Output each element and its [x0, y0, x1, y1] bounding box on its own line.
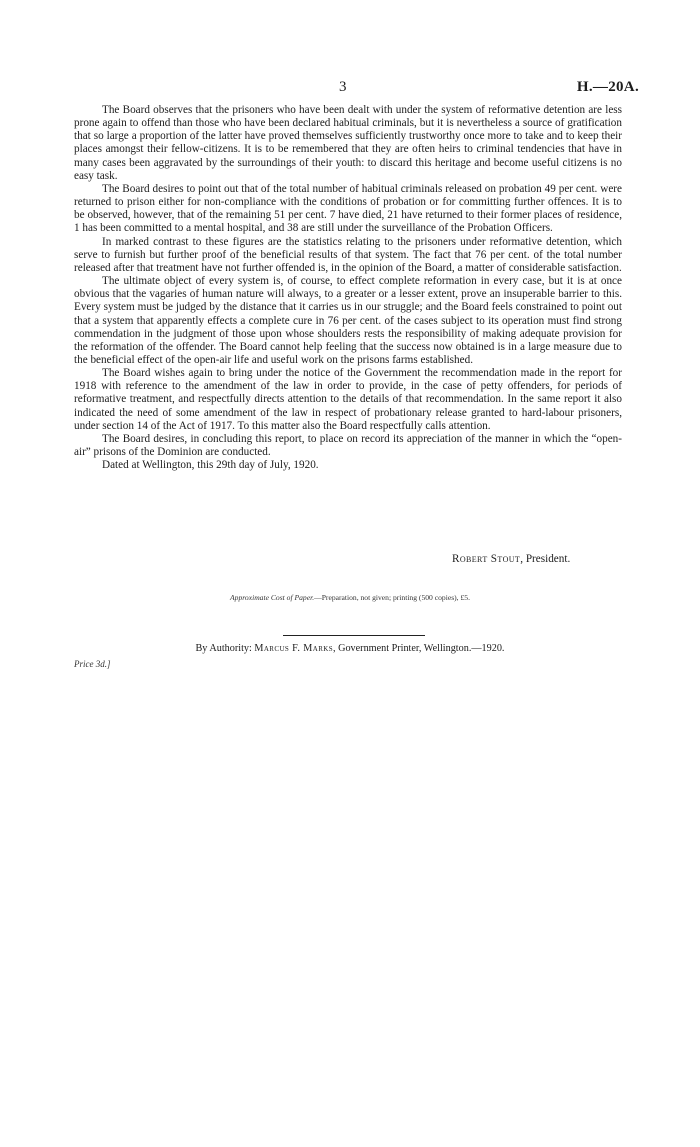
cost-note-text: —Preparation, not given; printing (500 copies), £5.: [314, 593, 470, 602]
cost-of-paper-note: [0, 593, 700, 602]
paragraph: The ultimate object of every system is, of course, to effect complete reformation in every case, but it is at once obvious that the vagaries of human nature will always, to a greater or a lesser extent, prove an insuperable barrier to this. Every system must be judged by the distance that it carries us in our struggle; and the Board feels constrained to point out that a system that apparently effects a complete cure in 76 per cent. of the cases subject to its operation must find strong commendation in the judgment of those upon whose shoulders rests the responsibility of making adequate provision for the reformation of the offender. The Board cannot help feeling that the success now obtained is in a large measure due to the beneficial effect of the open-air life and useful work on the prisons farms established.: [74, 275, 622, 366]
paragraph: The Board desires to point out that of the total number of habitual criminals released on probation 49 per cent. were returned to prison either for non-compliance with the conditions of probation or for committing further offences. It is to be observed, however, that of the remaining 51 per cent. 7 have died, 21 have returned to their former places of residence, 1 has been committed to a mental hospital, and 38 are still under the surveillance of the Probation Officers.: [74, 182, 622, 235]
divider-rule: [283, 635, 425, 636]
paragraph: The Board desires, in concluding this report, to place on record its appreciation of the manner in which the “open-air” prisons of the Dominion are conducted.: [74, 432, 622, 459]
paragraph: The Board wishes again to bring under the notice of the Government the recommendation made in the report for 1918 with reference to the amendment of the law in order to provide, in the case of petty offenders, for periods of reformative treatment, and respectfully directs attention to the details of that recommendation. In the same report it also indicated the need of some amendment of the law in respect of probationary release granted to hard-labour prisoners, under section 14 of the Act of 1917. To this matter also the Board respectfully calls attention.: [74, 367, 622, 432]
page-header: [0, 79, 700, 99]
signature: [452, 553, 570, 565]
printer-name: Marcus F. Marks: [254, 643, 334, 654]
signatory-name: Robert Stout: [452, 553, 521, 565]
price-label: Price 3d.]: [74, 659, 111, 669]
authority-suffix: , Government Printer, Wellington.—1920.: [333, 643, 505, 654]
printer-authority: [0, 643, 700, 654]
report-body: [74, 104, 622, 472]
document-reference: H.—20A.: [576, 79, 639, 95]
authority-prefix: By Authority:: [195, 643, 252, 654]
page-number: 3: [339, 79, 347, 95]
signatory-title: , President.: [520, 553, 571, 565]
paragraph: The Board observes that the prisoners who have been dealt with under the system of reformative detention are less prone again to offend than those who have been declared habitual criminals, but it is nevertheless a source of gratification that so large a proportion of the latter have proved themselves sufficiently trustworthy once more to take and to keep their places amongst their fellow-citizens. It is to be remembered that they are often heirs to criminal tendencies that have in many cases been aggravated by the surroundings of their youth: to discard this heritage and become useful citizens is no easy task.: [74, 104, 622, 182]
cost-note-label: Approximate Cost of Paper.: [230, 593, 315, 602]
dated-line: Dated at Wellington, this 29th day of July, 1920.: [102, 459, 319, 472]
paragraph: In marked contrast to these figures are the statistics relating to the prisoners under reformative detention, which serve to furnish but further proof of the beneficial results of that system. The fact that 76 per cent. of the total number released after that treatment have not further offended is, in the opinion of the Board, a matter of considerable satisfaction.: [74, 235, 622, 274]
